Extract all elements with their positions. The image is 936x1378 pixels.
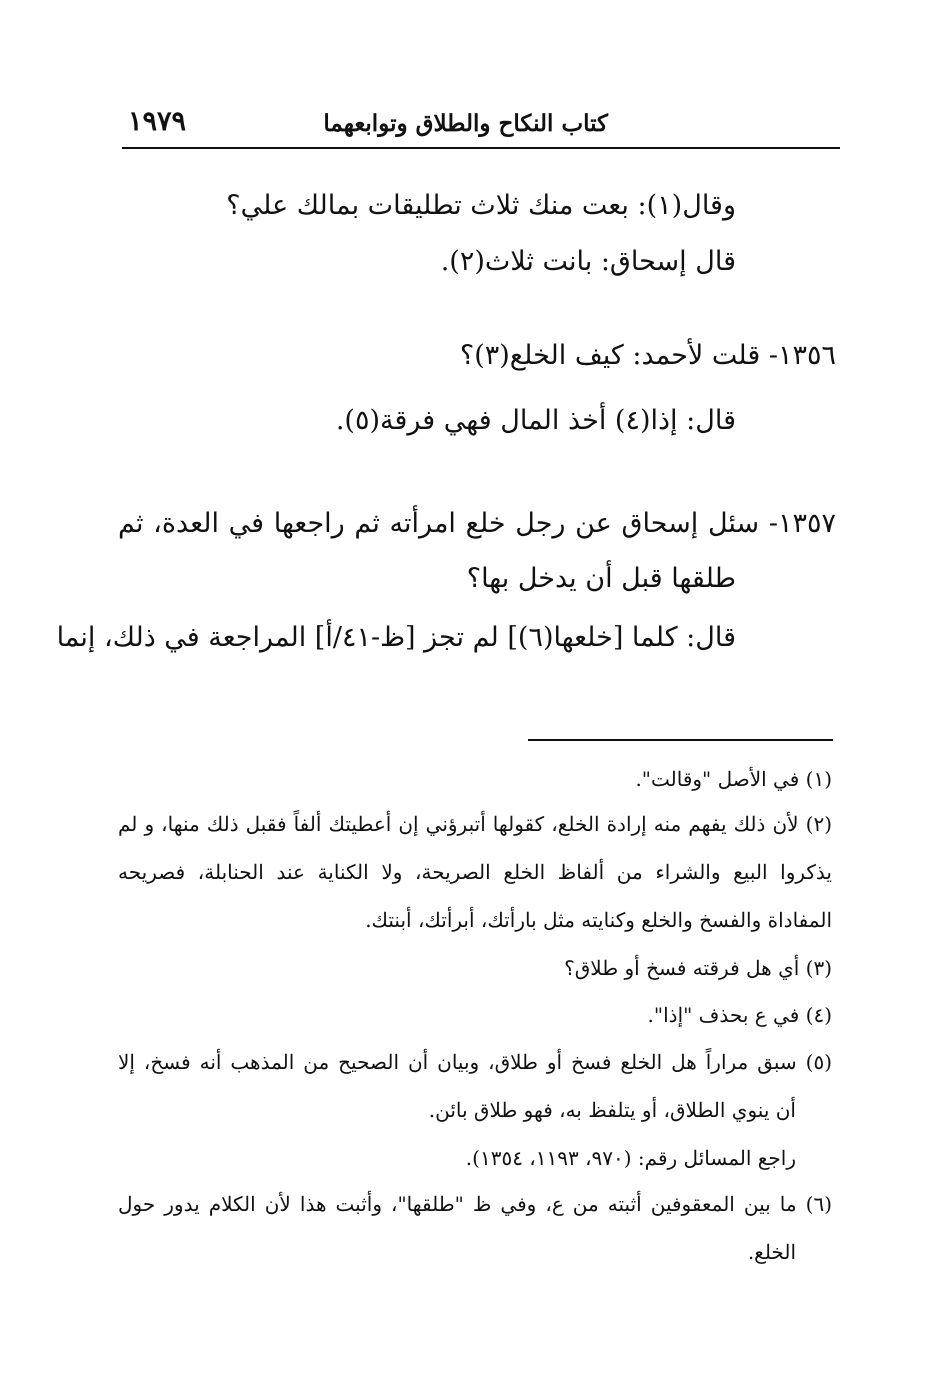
question-1357-line-2: طلقها قبل أن يدخل بها؟ [466,563,736,594]
footnote-2-line-1: (٢) لأن ذلك يفهم منه إرادة الخلع، كقولها أتبرؤني إن أعطيتك ألفاً فقبل ذلك منها، و لم [118,812,832,836]
answer-1357: قال: كلما [خلعها(٦)] لم تجز [ظ-٤١/أ] المراجعة في ذلك، إنما [56,622,736,653]
header-rule [122,147,840,149]
footnote-5-line-1: (٥) سبق مراراً هل الخلع فسخ أو طلاق، وبيان أن الصحيح من المذهب أنه فسخ، إلا [118,1050,832,1074]
footnote-2-line-3: المفاداة والفسخ والخلع وكنايته مثل بارأتك، أبرأتك، أبنتك. [365,908,832,932]
question-1357-line-1: ١٣٥٧- سئل إسحاق عن رجل خلع امرأته ثم راجعها في العدة، ثم [118,508,836,539]
footnote-5-reference: راجع المسائل رقم: (٩٧٠، ١١٩٣، ١٣٥٤). [465,1146,796,1170]
footnote-6-line-2: الخلع. [747,1240,796,1264]
page-header [120,104,838,144]
footnote-rule [528,739,833,741]
page-number: ١٩٧٩ [128,106,187,137]
footnote-6-line-1: (٦) ما بين المعقوفين أثبته من ع، وفي ظ "طلقها"، وأثبت هذا لأن الكلام يدور حول [118,1192,832,1216]
footnote-4: (٤) في ع بحذف "إذا". [647,1003,832,1027]
body-line-2: قال إسحاق: بانت ثلاث(٢). [440,246,736,277]
footnote-5-line-2: أن ينوي الطلاق، أو يتلفظ به، فهو طلاق بائن. [428,1098,796,1122]
footnote-2-line-2: يذكروا البيع والشراء من ألفاظ الخلع الصريحة، ولا الكناية عند الحنابلة، فصريحه [118,860,832,884]
running-title: كتاب النكاح والطلاق وتوابعهما [323,110,608,137]
question-1356: ١٣٥٦- قلت لأحمد: كيف الخلع(٣)؟ [459,340,836,371]
footnote-1: (١) في الأصل "وقالت". [635,767,832,791]
body-line-1: وقال(١): بعت منك ثلاث تطليقات بمالك علي؟ [226,190,736,221]
footnote-3: (٣) أي هل فرقته فسخ أو طلاق؟ [564,956,832,980]
answer-1356: قال: إذا(٤) أخذ المال فهي فرقة(٥). [335,405,736,436]
